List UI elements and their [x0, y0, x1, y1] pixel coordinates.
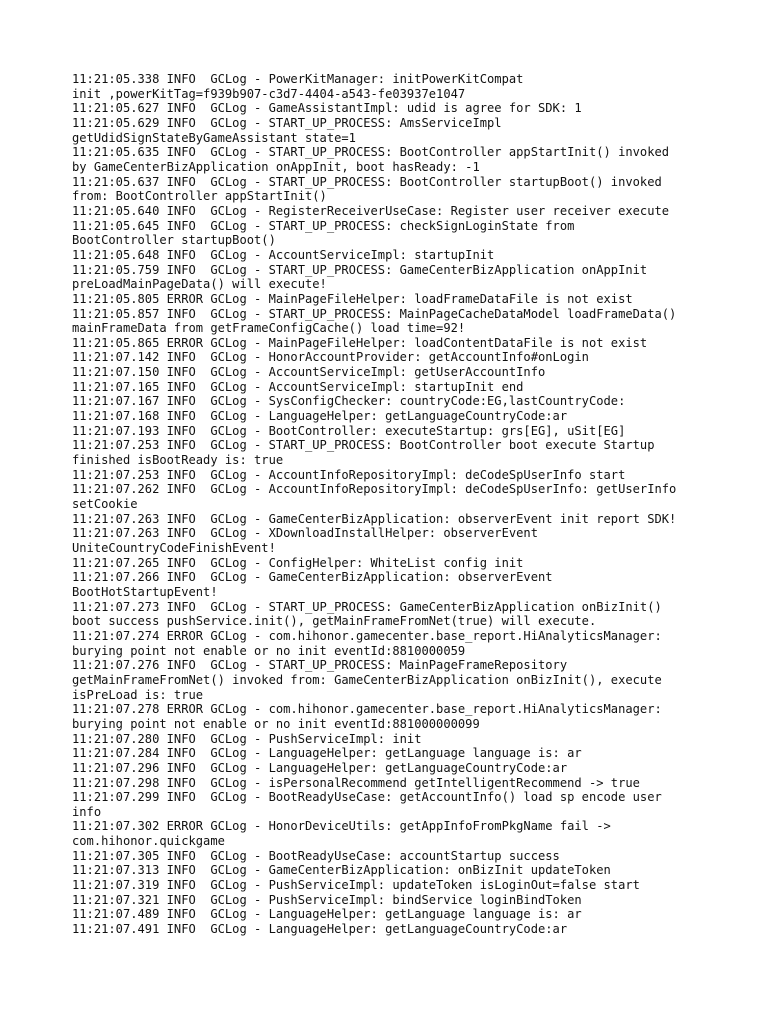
- log-line: setCookie: [72, 497, 138, 512]
- log-line: 11:21:07.319 INFO GCLog - PushServiceImpl: updateToken isLoginOut=false start: [72, 878, 640, 893]
- log-line: 11:21:05.645 INFO GCLog - START_UP_PROCESS: checkSignLoginState from: [72, 218, 575, 233]
- log-line: 11:21:05.637 INFO GCLog - START_UP_PROCESS: BootController startupBoot() invoked: [72, 174, 662, 189]
- log-line: 11:21:05.635 INFO GCLog - START_UP_PROCESS: BootController appStartInit() invoked: [72, 145, 670, 160]
- log-line: 11:21:07.491 INFO GCLog - LanguageHelper: getLanguageCountryCode:ar: [72, 922, 568, 937]
- log-line: 11:21:07.313 INFO GCLog - GameCenterBizApplication: onBizInit updateToken: [72, 863, 611, 878]
- log-line: getUdidSignStateByGameAssistant state=1: [72, 130, 356, 145]
- log-line: mainFrameData from getFrameConfigCache() load time=92!: [72, 321, 466, 336]
- log-line: 11:21:05.627 INFO GCLog - GameAssistantImpl: udid is agree for SDK: 1: [72, 101, 582, 116]
- log-line: isPreLoad is: true: [72, 687, 204, 702]
- document-page: [72, 72, 712, 937]
- log-line: init ,powerKitTag=f939b907-c3d7-4404-a543-fe03937e1047: [72, 86, 466, 101]
- log-line: 11:21:07.298 INFO GCLog - isPersonalRecommend getIntelligentRecommend -> true: [72, 775, 640, 790]
- log-line: 11:21:07.284 INFO GCLog - LanguageHelper: getLanguage language is: ar: [72, 746, 582, 761]
- log-line: 11:21:07.150 INFO GCLog - AccountServiceImpl: getUserAccountInfo: [72, 365, 546, 380]
- log-line: BootController startupBoot(): [72, 233, 276, 248]
- log-line: 11:21:07.265 INFO GCLog - ConfigHelper: WhiteList config init: [72, 555, 524, 570]
- log-line: UniteCountryCodeFinishEvent!: [72, 541, 276, 555]
- log-line: burying point not enable or no init eventId:881000000099: [72, 716, 480, 731]
- log-line: by GameCenterBizApplication onAppInit, boot hasReady: -1: [72, 159, 480, 174]
- log-line: 11:21:07.263 INFO GCLog - GameCenterBizApplication: observerEvent init report SDK!: [72, 511, 677, 526]
- log-text-block: [72, 72, 712, 937]
- log-line: 11:21:07.262 INFO GCLog - AccountInfoRepositoryImpl: deCodeSpUserInfo: getUserInfo: [72, 482, 677, 497]
- log-line: 11:21:07.274 ERROR GCLog - com.hihonor.gamecenter.base_report.HiAnalyticsManager:: [72, 628, 662, 643]
- log-line: 11:21:07.305 INFO GCLog - BootReadyUseCase: accountStartup success: [72, 848, 560, 863]
- log-line: 11:21:05.857 INFO GCLog - START_UP_PROCESS: MainPageCacheDataModel loadFrameData(): [72, 306, 677, 321]
- log-line: 11:21:07.167 INFO GCLog - SysConfigChecker: countryCode:EG,lastCountryCode:: [72, 394, 626, 409]
- log-line: 11:21:07.299 INFO GCLog - BootReadyUseCase: getAccountInfo() load sp encode user: [72, 790, 662, 805]
- log-line: 11:21:07.296 INFO GCLog - LanguageHelper: getLanguageCountryCode:ar: [72, 760, 568, 775]
- log-line: finished isBootReady is: true: [72, 453, 284, 468]
- log-line: boot success pushService.init(), getMainFrameFromNet(true) will execute.: [72, 614, 597, 629]
- log-line: 11:21:05.759 INFO GCLog - START_UP_PROCESS: GameCenterBizApplication onAppInit: [72, 262, 648, 277]
- log-line: getMainFrameFromNet() invoked from: GameCenterBizApplication onBizInit(), execute: [72, 672, 662, 687]
- log-line: 11:21:07.273 INFO GCLog - START_UP_PROCESS: GameCenterBizApplication onBizInit(): [72, 599, 662, 614]
- log-line: 11:21:07.280 INFO GCLog - PushServiceImpl: init: [72, 731, 422, 746]
- log-line: 11:21:07.276 INFO GCLog - START_UP_PROCESS: MainPageFrameRepository: [72, 658, 568, 673]
- log-line: 11:21:07.263 INFO GCLog - XDownloadInstallHelper: observerEvent: [72, 526, 538, 541]
- log-line: 11:21:07.302 ERROR GCLog - HonorDeviceUtils: getAppInfoFromPkgName fail ->: [72, 819, 611, 834]
- log-line: 11:21:07.165 INFO GCLog - AccountServiceImpl: startupInit end: [72, 379, 524, 394]
- log-line: from: BootController appStartInit(): [72, 189, 327, 204]
- log-line: 11:21:07.489 INFO GCLog - LanguageHelper: getLanguage language is: ar: [72, 907, 582, 922]
- log-line: com.hihonor.quickgame: [72, 834, 225, 849]
- log-line: burying point not enable or no init eventId:8810000059: [72, 643, 466, 658]
- log-line: 11:21:07.193 INFO GCLog - BootController: executeStartup: grs[EG], uSit[EG]: [72, 423, 626, 438]
- log-line: 11:21:07.278 ERROR GCLog - com.hihonor.gamecenter.base_report.HiAnalyticsManager:: [72, 702, 662, 717]
- log-line: 11:21:05.640 INFO GCLog - RegisterReceiverUseCase: Register user receiver execute: [72, 203, 670, 218]
- log-line: 11:21:07.321 INFO GCLog - PushServiceImpl: bindService loginBindToken: [72, 892, 582, 907]
- log-line: preLoadMainPageData() will execute!: [72, 277, 327, 292]
- log-line: 11:21:07.168 INFO GCLog - LanguageHelper: getLanguageCountryCode:ar: [72, 409, 568, 424]
- log-line: info: [72, 804, 102, 819]
- log-line: 11:21:05.648 INFO GCLog - AccountServiceImpl: startupInit: [72, 247, 495, 262]
- log-line: 11:21:05.629 INFO GCLog - START_UP_PROCESS: AmsServiceImpl: [72, 115, 502, 130]
- log-line: 11:21:07.142 INFO GCLog - HonorAccountProvider: getAccountInfo#onLogin: [72, 350, 589, 365]
- log-line: 11:21:07.253 INFO GCLog - AccountInfoRepositoryImpl: deCodeSpUserInfo start: [72, 467, 626, 482]
- log-line: 11:21:07.253 INFO GCLog - START_UP_PROCESS: BootController boot execute Startup: [72, 438, 655, 453]
- log-line: 11:21:05.805 ERROR GCLog - MainPageFileHelper: loadFrameDataFile is not exist: [72, 291, 633, 306]
- log-line: 11:21:07.266 INFO GCLog - GameCenterBizApplication: observerEvent: [72, 570, 553, 585]
- log-line: BootHotStartupEvent!: [72, 584, 218, 599]
- log-line: 11:21:05.865 ERROR GCLog - MainPageFileHelper: loadContentDataFile is not exist: [72, 335, 648, 350]
- log-line: 11:21:05.338 INFO GCLog - PowerKitManager: initPowerKitCompat: [72, 72, 524, 86]
